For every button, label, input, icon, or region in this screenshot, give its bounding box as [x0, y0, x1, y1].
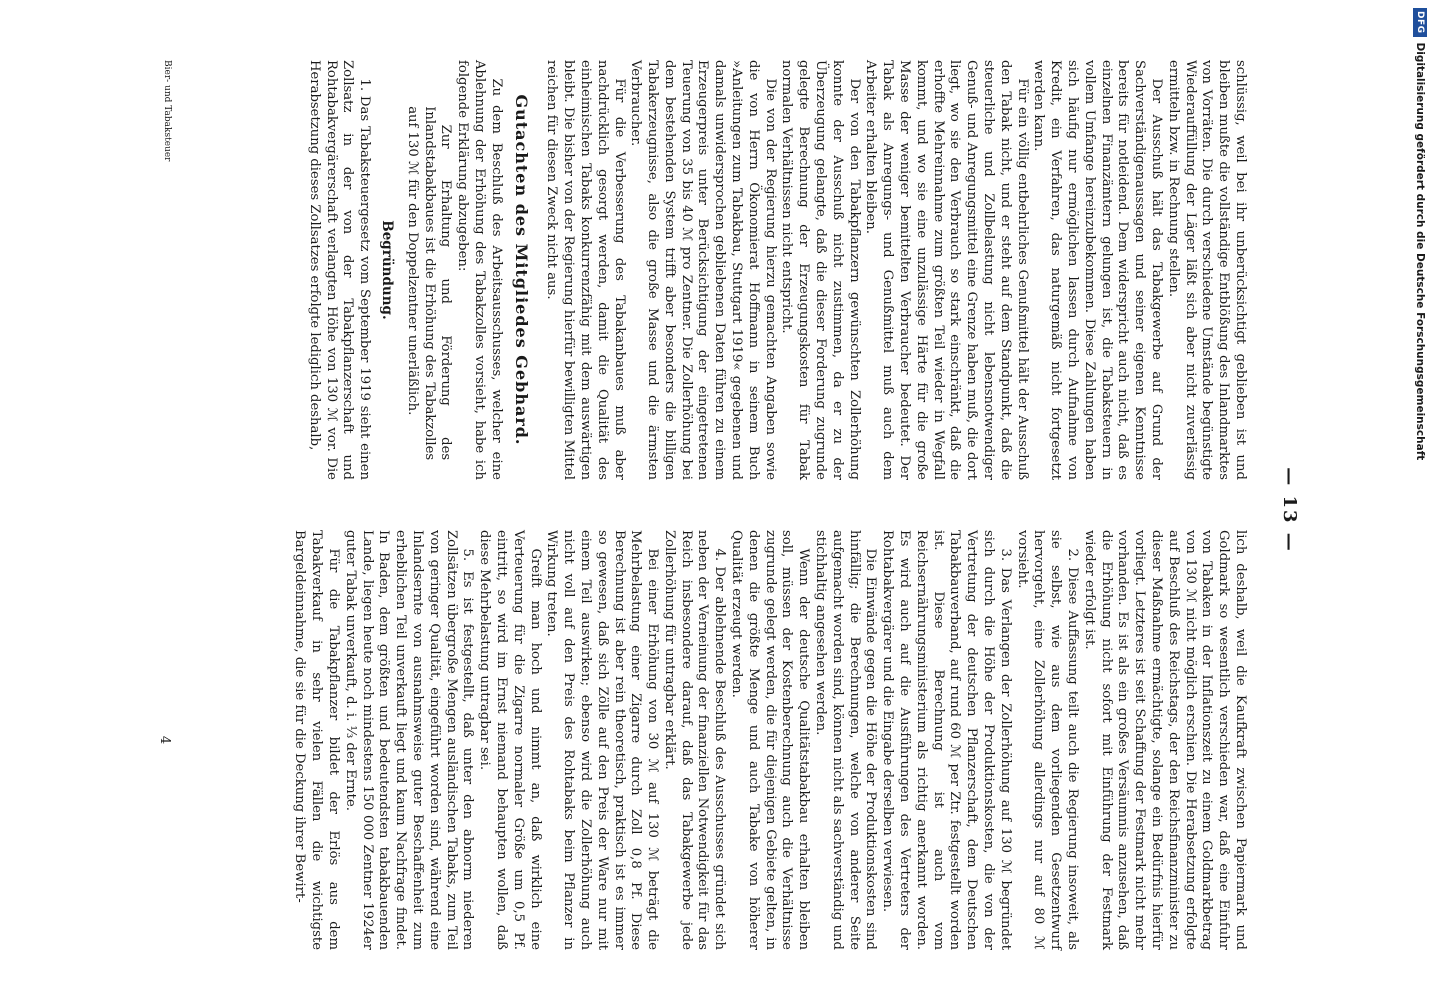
paragraph: 2. Diese Auffassung teilt auch die Regierung insoweit, als sie selbst, wie aus dem vorliegenden Gesetzentwurf hervorgeht, eine Zollerhöhung allerdings nur auf 80 ℳ vorsieht.: [1014, 530, 1081, 950]
paragraph: schlüssig, weil bei ihr unberücksichtigt geblieben ist und bleiben mußte die vollständige Entblößung des Inlandmarktes von Vorräten. Die durch verschiedene Umstände begünstigte Wiederauffüllung der Läger läßt sich aber nicht zuverlässig ermitteln bzw. in Rechnung stellen.: [1165, 60, 1248, 480]
paragraph: Greift man hoch und nimmt an, daß wirklich eine Verteuerung für die Zigarre normaler Größe um 0,5 Pf. eintritt, so wird im Ernst niemand behaupten wollen, daß diese Mehrbelastung untragbar sei.: [477, 530, 543, 950]
paragraph: Der von den Tabakpflanzern gewünschten Zollerhöhung konnte der Ausschuß nicht zustimmen, da er zu der Überzeugung gelangte, daß die dieser Forderung zugrunde gelegte Berechnung der Erzeugungskosten für Tabak normalen Verhältnissen nicht entspricht.: [779, 60, 862, 480]
left-column: [305, 60, 1248, 480]
paragraph: lich deshalb, weil die Kaufkraft zwischen Papiermark und Goldmark so wesentlich verschieden war, daß eine Einfuhr von Tabaken in der Inflationszeit zu einem Goldmarkbetrag von 130 ℳ nicht möglich erschien. Die Herabsetzung erfolgte auf Beschluß des Reichstags, der den Reichsfinanzminister zu dieser Maßnahme ermächtigte, solange ein Bedürfnis hierfür vorliegt. Letzteres ist seit Schaffung der Festmark nicht mehr vorhanden. Es ist als ein großes Versäumnis anzusehen, daß die Erhöhung nicht sofort mit Einführung der Festmark wieder erfolgt ist.: [1081, 530, 1248, 950]
section-intro: Zu dem Beschluß des Arbeitsausschusses, welcher eine Ablehnung der Erhöhung des Tabakzolles vorsieht, habe ich folgende Erklärung abzugeben:: [455, 60, 504, 480]
section-quote: Zur Erhaltung und Förderung des Inlandstabakbaues ist die Erhöhung des Tabakzolles auf 130 ℳ für den Doppelzentner unerläßlich.: [404, 106, 454, 461]
section-title: Gutachten des Mitgliedes Gebhard.: [511, 94, 531, 446]
page-number: 4: [157, 735, 172, 745]
footnote: Bier- und Tabaksteuer: [162, 60, 172, 162]
paragraph: 3. Das Verlangen der Zollerhöhung auf 130 ℳ begründet sich durch die Höhe der Produktionskosten, die von der Vertretung der deutschen Pflanzerschaft, dem Deutschen Tabakbauverband, auf rund 60 ℳ per Ztr. festgestellt worden ist. Diese Berechnung ist auch vom Reichsernährungsministerium als richtig anerkannt worden. Es wird auch auf die Ausführungen des Vertreters der Rohtabakvergärer und die Eingabe derselben verwiesen.: [880, 530, 1013, 950]
page-header: — 13 —: [1279, 467, 1300, 553]
paragraph: 4. Der ablehnende Beschluß des Ausschusses gründet sich neben der Verneinung der finanziellen Notwendigkeit für das Reich insbesondere darauf, daß das Tabakgewerbe jede Zollerhöhung für untragbar erklärt.: [661, 530, 728, 950]
paragraph: Der Ausschuß hält das Tabakgewerbe auf Grund der Sachverständigenaussagen und seiner eigenen Kenntnisse bereits für notleidend. Dem widerspricht auch nicht, daß es einzelnen Finanzämtern gelungen ist, die Tabaksteuern in vollem Umfange hereinzubekommen. Diese Zahlungen haben sich häufig nur ermöglichen lassen durch Aufnahme von Kredit, ein Verfahren, das naturgemäß nicht fortgesetzt werden kann.: [1031, 60, 1165, 480]
right-column: [291, 530, 1248, 950]
paragraph: Wenn der deutsche Qualitätstabakbau erhalten bleiben soll, müssen der Kostenberechnung auch die Verhältnisse zugrunde gelegt werden, die für diejenigen Gebiete gelten, in denen die größte Menge und auch Tabake von höherer Qualität erzeugt werden.: [729, 530, 812, 950]
paragraph: Für ein völlig entbehrliches Genußmittel hält der Ausschuß den Tabak nicht, und er steht auf dem Standpunkt, daß die steuerliche und Zollbelastung nicht lebensnotwendiger Genuß- und Anregungsmittel eine Grenze haben muß, die dort liegt, wo sie den Verbrauch so stark einschränkt, daß die erhoffte Mehreinnahme zum größten Teil wieder in Wegfall kommt, und wo sie eine unzulässige Härte für die große Masse der weniger bemittelten Verbraucher bedeutet. Der Tabak als Anregungs- und Genußmittel muß auch dem Arbeiter erhalten bleiben.: [863, 60, 1030, 480]
reason-title: Begründung.: [378, 220, 395, 320]
digitization-notice: Digitalisierung gefördert durch die Deutsche Forschungsgemeinschaft: [1414, 42, 1426, 461]
paragraph: Die von der Regierung hierzu gemachten Angaben sowie die von Herrn Ökonomierat Hoffmann in seinem Buch »Anleitungen zum Tabakbau, Stuttgart 1919« gegebenen und damals unwidersprochen gebliebenen Daten führen zu einem Erzeugerpreis unter Berücksichtigung der eingetretenen Teuerung von 35 bis 40 ℳ pro Zentner. Die Zollerhöhung bei dem bestehenden System trifft aber besonders die billigen Tabakerzeugnisse, also die große Masse und die ärmsten Verbraucher.: [628, 60, 778, 480]
paragraph: Bei einer Erhöhung von 30 ℳ auf 130 ℳ beträgt die Mehrbelastung einer Zigarre durch Zoll 0,8 Pf. Diese Berechnung ist aber rein theoretisch, praktisch ist es immer so gewesen, daß sich Zölle auf den Preis der Ware nur mit einem Teil auswirken; ebenso wird die Zollerhöhung auch nicht voll auf den Preis des Rohtabaks beim Pflanzer in Wirkung treten.: [544, 530, 661, 950]
paragraph: Die Einwände gegen die Höhe der Produktionskosten sind hinfällig; die Berechnungen, welche von anderer Seite aufgemacht worden sind, können nicht als sachverständig und stichhaltig angesehen werden.: [813, 530, 879, 950]
paragraph: Für die Verbesserung des Tabakanbaues muß aber nachdrücklich gesorgt werden, damit die Qualität des einheimischen Tabaks konkurrenzfähig mit dem auswärtigen bleibt. Die bisher von der Regierung hierfür bewilligten Mittel reichen für diesen Zweck nicht aus.: [544, 60, 627, 480]
paragraph: Für die Tabakpflanzer bildet der Erlös aus dem Tabakverkauf in sehr vielen Fällen die wichtigste Bargeldeinnahme, die sie für die Deckung ihrer Bewirt-: [292, 530, 341, 950]
paragraph: 5. Es ist festgestellt, daß unter den abnorm niederen Zollsätzen übergroße Mengen ausländischen Tabaks, zum Teil von geringer Qualität, eingeführt worden sind, während eine Inlandsernte von ausnahmsweise guter Beschaffenheit zum erheblichen Teil unverkauft liegt und kaum Nachfrage findet. In Baden, dem größten und bedeutendsten tabakbauenden Lande, liegen heute noch mindestens 150 000 Zentner 1924er guter Tabak unverkauft, d. i. ⅓ der Ernte.: [342, 530, 476, 950]
digitization-strip: [1412, 8, 1434, 1000]
document-page: [108, 60, 1308, 960]
paragraph: 1. Das Tabaksteuergesetz vom September 1919 sieht einen Zollsatz in der von der Tabakpflanzerschaft und Rohtabakvergärerschaft verlangten Höhe von 130 ℳ vor. Die Herabsetzung dieses Zollsatzes erfolgte lediglich deshalb,: [306, 60, 373, 480]
digitization-notice-container: [1410, 8, 1430, 998]
dfg-logo: DFG: [1413, 8, 1427, 37]
